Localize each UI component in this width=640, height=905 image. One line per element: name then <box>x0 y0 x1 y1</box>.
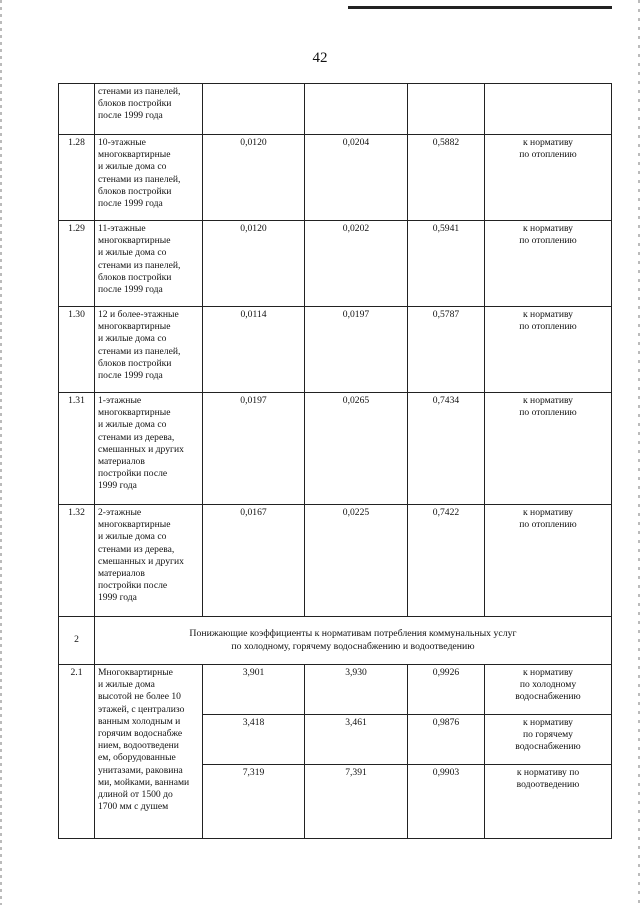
table-row <box>59 221 612 307</box>
value-3 <box>408 84 485 135</box>
coefficients-table <box>58 83 612 839</box>
table-row <box>59 505 612 617</box>
table-row <box>59 307 612 393</box>
section-row <box>59 617 612 665</box>
row-name: 2-этажные многоквартирные и жилые дома со стенами из дерева, смешанных и других материалов постройки после 1999 года <box>95 505 203 617</box>
table-row <box>59 135 612 221</box>
row-name: Многоквартирные и жилые дома высотой не более 10 этажей, с централизо ванным холодным и горячим водоснабже нием, водоотведени ем, оборудованные унитазами, раковина ми, мойками, ваннами длиной от 1500 до 1700 мм с душем <box>95 665 203 839</box>
value-3: 0,5941 <box>408 221 485 307</box>
row-note: к нормативу по отоплению <box>485 307 612 393</box>
row-name: 1-этажные многоквартирные и жилые дома со стенами из дерева, смешанных и других материалов постройки после 1999 года <box>95 393 203 505</box>
value-1: 0,0120 <box>203 221 305 307</box>
value-2: 0,0204 <box>305 135 408 221</box>
value-2: 0,0202 <box>305 221 408 307</box>
value-3: 0,7422 <box>408 505 485 617</box>
table-row <box>59 665 612 715</box>
value-3: 0,9876 <box>408 715 485 765</box>
value-2: 3,461 <box>305 715 408 765</box>
row-name: 10-этажные многоквартирные и жилые дома со стенами из панелей, блоков постройки после 1999 года <box>95 135 203 221</box>
row-name: стенами из панелей, блоков постройки после 1999 года <box>95 84 203 135</box>
row-number: 1.32 <box>59 505 95 617</box>
row-number: 1.30 <box>59 307 95 393</box>
value-3: 0,5882 <box>408 135 485 221</box>
row-number: 1.31 <box>59 393 95 505</box>
left-scan-edge <box>0 0 2 905</box>
row-note: к нормативу по горячему водоснабжению <box>485 715 612 765</box>
value-2: 7,391 <box>305 765 408 839</box>
row-number <box>59 84 95 135</box>
row-number: 1.28 <box>59 135 95 221</box>
value-2: 0,0225 <box>305 505 408 617</box>
value-2: 0,0197 <box>305 307 408 393</box>
value-2: 0,0265 <box>305 393 408 505</box>
table-row <box>59 84 612 135</box>
row-note: к нормативу по холодному водоснабжению <box>485 665 612 715</box>
value-2: 3,930 <box>305 665 408 715</box>
row-number: 2.1 <box>59 665 95 839</box>
value-1: 3,901 <box>203 665 305 715</box>
value-1: 0,0120 <box>203 135 305 221</box>
section-number: 2 <box>59 617 95 665</box>
value-1: 7,319 <box>203 765 305 839</box>
value-3: 0,9926 <box>408 665 485 715</box>
row-note: к нормативу по отоплению <box>485 505 612 617</box>
value-1: 0,0197 <box>203 393 305 505</box>
section-title: Понижающие коэффициенты к нормативам потребления коммунальных услуг по холодному, горячему водоснабжению и водоотведению <box>95 617 612 665</box>
row-note: к нормативу по водоотведению <box>485 765 612 839</box>
value-3: 0,7434 <box>408 393 485 505</box>
row-name: 12 и более-этажные многоквартирные и жилые дома со стенами из панелей, блоков постройки после 1999 года <box>95 307 203 393</box>
value-1: 0,0114 <box>203 307 305 393</box>
value-1: 3,418 <box>203 715 305 765</box>
row-note: к нормативу по отоплению <box>485 135 612 221</box>
value-2 <box>305 84 408 135</box>
value-3: 0,5787 <box>408 307 485 393</box>
value-3: 0,9903 <box>408 765 485 839</box>
row-name: 11-этажные многоквартирные и жилые дома со стенами из панелей, блоков постройки после 1999 года <box>95 221 203 307</box>
row-note <box>485 84 612 135</box>
table-row <box>59 393 612 505</box>
value-1: 0,0167 <box>203 505 305 617</box>
row-note: к нормативу по отоплению <box>485 221 612 307</box>
top-edge-line <box>348 6 612 9</box>
row-note: к нормативу по отоплению <box>485 393 612 505</box>
page-number: 42 <box>312 50 328 66</box>
value-1 <box>203 84 305 135</box>
row-number: 1.29 <box>59 221 95 307</box>
